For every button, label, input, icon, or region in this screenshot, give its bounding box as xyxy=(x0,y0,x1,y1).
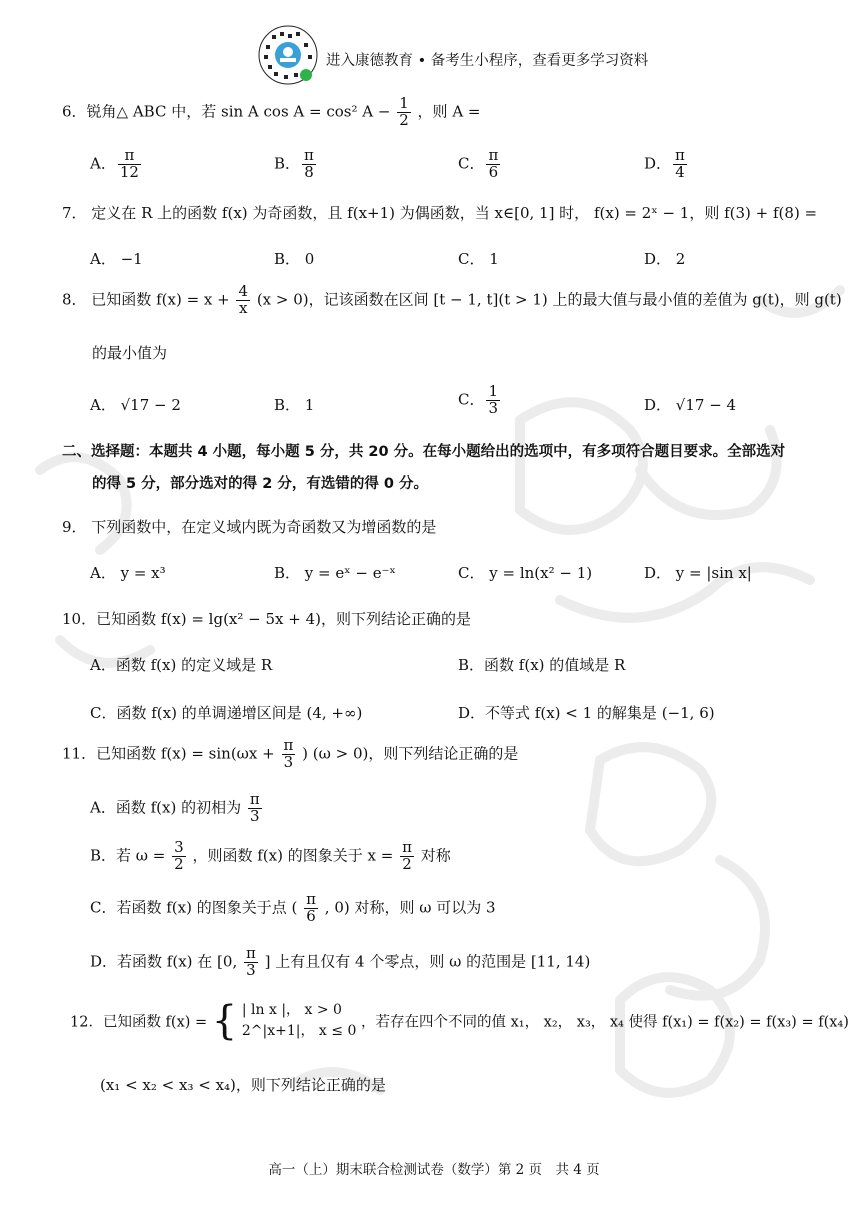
q8-option-d[interactable]: D． √17 − 4 xyxy=(644,396,737,414)
q8-num: 4 xyxy=(238,282,249,300)
q6-opt-b-label: B． xyxy=(274,154,301,173)
q7-option-d[interactable]: D． 2 xyxy=(644,250,686,268)
q11-opt-b-text: B．若 ω = xyxy=(90,846,166,865)
question-8-stem xyxy=(62,284,842,317)
question-10-stem: 10．已知函数 f(x) = lg(x² − 5x + 4)，则下列结论正确的是 xyxy=(62,610,472,628)
q6-fraction xyxy=(397,96,411,129)
q11-opt-a-num: π xyxy=(249,790,260,808)
q6-option-c[interactable] xyxy=(458,148,502,181)
q11-opt-b-tail: 对称 xyxy=(420,846,451,865)
q6-den: 2 xyxy=(399,110,409,129)
q9-option-a[interactable]: A． y = x³ xyxy=(90,564,166,582)
q11-opt-b-num1: 3 xyxy=(174,838,184,856)
q6-option-a[interactable] xyxy=(90,148,143,181)
question-9-stem: 9． 下列函数中，在定义域内既为奇函数又为增函数的是 xyxy=(62,518,437,536)
q8-opt-c-den: 3 xyxy=(488,398,499,417)
q11-opt-b-den1: 2 xyxy=(174,854,184,873)
q11-opt-c-den: 6 xyxy=(304,908,318,925)
q12-stem-tail: ，若存在四个不同的值 x₁， x₂， x₃， x₄ 使得 f(x₁) = f(x₂) = f(x₃) = f(x₄) xyxy=(360,1014,849,1031)
q11-opt-b-mid: ，则函数 f(x) 的图象关于 x = xyxy=(192,846,394,865)
q11-opt-d-den: 3 xyxy=(244,962,258,979)
q8-stem-text: 8． 已知函数 f(x) = x + xyxy=(62,290,230,309)
q10-option-a[interactable]: A．函数 f(x) 的定义域是 R xyxy=(90,656,273,674)
question-11-stem xyxy=(62,738,518,771)
q12-brace: { xyxy=(211,998,238,1044)
q6-opt-a-num: π xyxy=(124,146,135,164)
q8-option-a[interactable]: A． √17 − 2 xyxy=(90,396,181,414)
q11-option-c[interactable] xyxy=(90,892,496,925)
q12-stem-text: 12．已知函数 f(x) = xyxy=(70,1014,208,1031)
q6-opt-c-num: π xyxy=(488,146,499,164)
q11-opt-a-text: A．函数 f(x) 的初相为 xyxy=(90,798,242,817)
q11-option-a[interactable] xyxy=(90,792,264,825)
q6-opt-d-num: π xyxy=(675,146,685,164)
q8-stem-tail: (x > 0)，记该函数在区间 [t − 1, t](t > 1) 上的最大值与最小值的差值为 g(t)，则 g(t) xyxy=(256,290,842,309)
q6-opt-c-label: C． xyxy=(458,154,485,173)
q11-stem-tail: ) (ω > 0)，则下列结论正确的是 xyxy=(302,744,519,763)
q8-fraction xyxy=(236,284,250,317)
question-12-stem xyxy=(70,1000,849,1042)
q9-option-c[interactable]: C． y = ln(x² − 1) xyxy=(458,564,593,582)
section-2-instructions-line2: 的得 5 分，部分选对的得 2 分，有选错的得 0 分。 xyxy=(92,476,429,492)
q6-opt-a-label: A． xyxy=(90,154,116,173)
q11-opt-b-den2: 2 xyxy=(400,856,414,873)
q8-option-c[interactable] xyxy=(458,384,502,417)
q11-opt-c-num: π xyxy=(306,890,316,908)
q12-piecewise xyxy=(242,1000,357,1042)
question-7-stem: 7． 定义在 R 上的函数 f(x) 为奇函数，且 f(x+1) 为偶函数，当 x∈[0, 1] 时， f(x) = 2ˣ − 1，则 f(3) + f(8) = xyxy=(62,204,818,222)
q8-opt-c-num: 1 xyxy=(488,382,499,400)
q6-opt-c-den: 6 xyxy=(486,164,500,181)
header-text: 进入康德教育 • 备考生小程序，查看更多学习资料 xyxy=(326,53,649,69)
section-2-instructions-line1: 二、选择题：本题共 4 小题，每小题 5 分，共 20 分。在每小题给出的选项中，有多项符合题目要求。全部选对 xyxy=(62,444,786,460)
q7-option-c[interactable]: C． 1 xyxy=(458,250,499,268)
q6-stem-text: 6．锐角△ ABC 中，若 sin A cos A = cos² A − xyxy=(62,102,391,121)
page-header xyxy=(258,25,678,85)
q6-option-d[interactable] xyxy=(644,148,689,181)
q10-option-d[interactable]: D．不等式 f(x) < 1 的解集是 (−1, 6) xyxy=(458,704,715,722)
q11-opt-d-num: π xyxy=(246,944,256,962)
q6-opt-d-label: D． xyxy=(644,154,672,173)
q6-stem-tail: ，则 A = xyxy=(417,102,481,121)
q6-option-b[interactable] xyxy=(274,148,318,181)
q6-opt-b-num: π xyxy=(304,146,314,164)
question-6-stem xyxy=(62,96,480,129)
q11-opt-d-tail: ] 上有且仅有 4 个零点，则 ω 的范围是 [11, 14) xyxy=(264,952,591,971)
qr-code-icon xyxy=(258,25,318,85)
q12-stem-line2: (x₁ < x₂ < x₃ < x₄)，则下列结论正确的是 xyxy=(100,1076,386,1094)
q12-case-2: 2^|x+1|， x ≤ 0 xyxy=(241,1023,357,1039)
q6-opt-a-den: 12 xyxy=(119,162,139,181)
q10-option-b[interactable]: B．函数 f(x) 的值域是 R xyxy=(458,656,626,674)
q10-option-c[interactable]: C．函数 f(x) 的单调递增区间是 (4, +∞) xyxy=(90,704,363,722)
q12-case-1: | ln x |， x > 0 xyxy=(241,1002,342,1018)
q8-den: x xyxy=(236,300,250,317)
q11-opt-b-num2: π xyxy=(402,838,412,856)
q6-num: 1 xyxy=(399,94,409,112)
q6-opt-d-den: 4 xyxy=(673,164,687,181)
q6-opt-b-den: 8 xyxy=(302,164,316,181)
q8-option-b[interactable]: B． 1 xyxy=(274,396,315,414)
q11-opt-c-text: C．若函数 f(x) 的图象关于点 ( xyxy=(90,898,298,917)
q8-opt-c-label: C． xyxy=(458,390,485,409)
q9-option-b[interactable]: B． y = eˣ − e⁻ˣ xyxy=(274,564,396,582)
q11-opt-c-tail: , 0) 对称，则 ω 可以为 3 xyxy=(324,898,496,917)
page-footer: 高一（上）期末联合检测试卷（数学）第 2 页 共 4 页 xyxy=(268,1162,600,1178)
q7-option-b[interactable]: B． 0 xyxy=(274,250,315,268)
q8-stem-line2: 的最小值为 xyxy=(92,344,168,362)
q9-option-d[interactable]: D． y = |sin x| xyxy=(644,564,752,582)
q11-opt-a-den: 3 xyxy=(248,808,262,825)
q11-option-d[interactable] xyxy=(90,946,590,979)
q7-option-a[interactable]: A． −1 xyxy=(90,250,143,268)
q11-stem-text: 11．已知函数 f(x) = sin(ωx + xyxy=(62,744,275,763)
q11-option-b[interactable] xyxy=(90,840,451,873)
q11-den: 3 xyxy=(282,754,296,771)
q11-opt-d-text: D．若函数 f(x) 在 [0, xyxy=(90,952,238,971)
q11-num: π xyxy=(283,736,294,754)
q11-fraction xyxy=(282,738,296,771)
